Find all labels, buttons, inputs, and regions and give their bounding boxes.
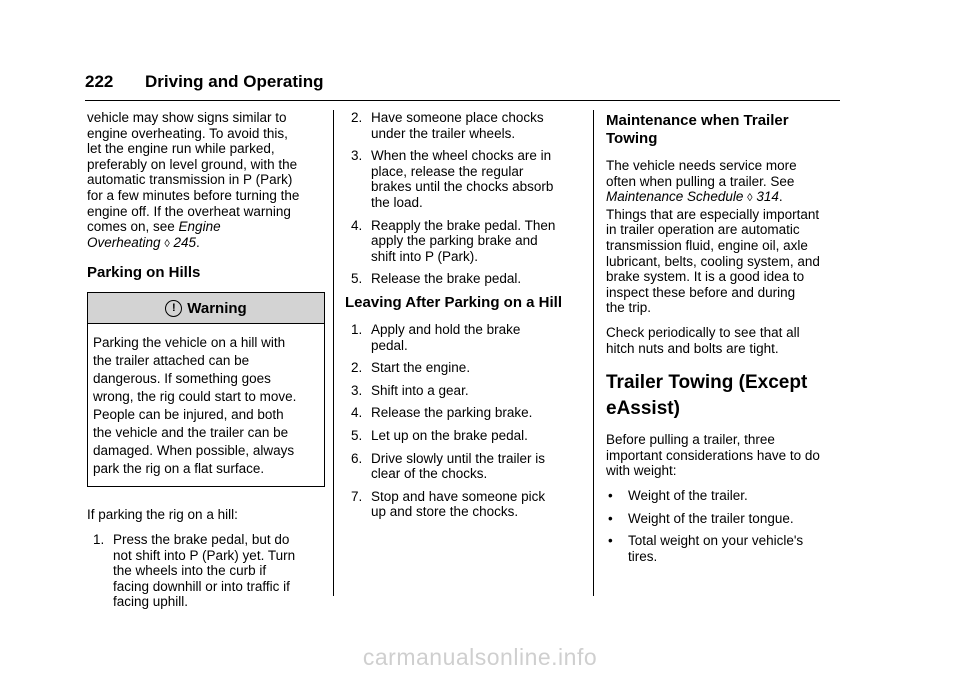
text-line: the vehicle and the trailer can be [93, 425, 289, 441]
page-ref-arrow-icon: ◊ [747, 192, 753, 205]
text-line: Total weight on your vehicle's [628, 533, 804, 549]
list-item [351, 218, 580, 265]
text-line: automatic transmission in P (Park) [87, 172, 293, 188]
column-2 [345, 110, 580, 527]
text-line: for a few minutes before turning the [87, 187, 300, 203]
step-number: 1. [93, 531, 105, 547]
list-item [351, 148, 580, 210]
text-line: People can be injured, and both [93, 407, 284, 423]
text-line: preferably on level ground, with the [87, 156, 298, 172]
text-line: lubricant, belts, cooling system, and [606, 253, 820, 269]
text-line: the trailer attached can be [93, 353, 250, 369]
hitch-paragraph [606, 325, 842, 356]
heading-line: Maintenance when Trailer [606, 112, 789, 129]
heading-line: Trailer Towing (Except [606, 372, 808, 394]
warning-title: Warning [187, 299, 247, 317]
heading-line: Towing [606, 130, 658, 147]
list-item [93, 532, 325, 610]
text-line: wrong, the rig could start to move. [93, 389, 297, 405]
text-line: When the wheel chocks are in [371, 148, 552, 164]
weight-bullet-list [606, 488, 842, 564]
list-item [351, 451, 580, 482]
column-divider [333, 110, 334, 596]
page-number: 222 [85, 72, 114, 91]
hill-intro: If parking the rig on a hill: [87, 507, 238, 523]
warning-icon: ! [165, 300, 182, 317]
text-line: Have someone place chocks [371, 110, 544, 125]
step-number: 4. [351, 217, 363, 233]
warning-header [88, 293, 324, 324]
text-line [87, 235, 325, 253]
text-line: engine overheating. To avoid this, [87, 125, 288, 141]
text-line: Reapply the brake pedal. Then [371, 217, 556, 233]
list-item [351, 110, 580, 141]
step-number: 2. [351, 360, 363, 376]
bullet-item [606, 533, 842, 564]
text-line: in trailer operation are automatic [606, 222, 800, 238]
text-line: Start the engine. [371, 360, 471, 376]
column-divider [593, 110, 594, 596]
step-number: 4. [351, 405, 363, 421]
see-text: comes on, see [87, 219, 179, 235]
page-header [85, 72, 840, 101]
section-title: Driving and Operating [145, 72, 324, 91]
text-line: the wheels into the curb if [113, 563, 267, 579]
text-line: apply the parking brake and [371, 233, 538, 249]
text-line: with weight: [606, 463, 677, 479]
bullet-icon: • [608, 533, 613, 549]
bullet-item [606, 511, 842, 527]
heading-line: eAssist) [606, 398, 680, 420]
text-line: damaged. When possible, always [93, 443, 295, 459]
text-line: place, release the regular [371, 163, 524, 179]
text-line: park the rig on a flat surface. [93, 461, 265, 477]
maintenance-schedule-link[interactable]: Maintenance Schedule [606, 189, 744, 205]
text-line: Press the brake pedal, but do [113, 531, 290, 547]
text-line: Check periodically to see that all [606, 324, 800, 340]
list-item [351, 360, 580, 376]
text-line: Release the parking brake. [371, 405, 533, 421]
parking-on-hills-heading: Parking on Hills [87, 264, 201, 282]
step-number: 2. [351, 110, 363, 125]
step-number: 7. [351, 488, 363, 504]
text-line: Stop and have someone pick [371, 488, 546, 504]
step-number: 6. [351, 450, 363, 466]
leaving-heading: Leaving After Parking on a Hill [345, 293, 562, 311]
parking-steps-list [345, 110, 580, 287]
text-line: facing uphill. [113, 594, 189, 610]
text-line: Things that are especially important [606, 206, 820, 222]
step-number: 3. [351, 382, 363, 398]
text-line: shift into P (Park). [371, 248, 479, 264]
bullet-icon: • [608, 487, 613, 503]
text-line: Release the brake pedal. [371, 271, 522, 287]
list-item [351, 322, 580, 353]
step-number: 5. [351, 427, 363, 443]
step-number: 5. [351, 271, 363, 287]
text-line: The vehicle needs service more [606, 158, 797, 173]
text-line [87, 219, 325, 235]
text-line: engine off. If the overheat warning [87, 203, 291, 219]
bullet-item [606, 488, 842, 504]
maintenance-heading [606, 112, 842, 148]
text-line: Let up on the brake pedal. [371, 427, 528, 443]
text-line: brakes until the chocks absorb [371, 179, 554, 195]
text-line: not shift into P (Park) yet. Turn [113, 547, 296, 563]
list-item [351, 428, 580, 444]
watermark: carmanualsonline.info [362, 644, 598, 670]
list-item [351, 271, 580, 287]
text-line: tires. [628, 548, 658, 564]
engine-overheating-link[interactable]: Engine [178, 219, 221, 235]
bullet-icon: • [608, 510, 613, 526]
warning-box [87, 292, 325, 487]
page-ref-arrow-icon: ◊ [164, 237, 170, 250]
text-line [606, 189, 842, 207]
step-number: 3. [351, 148, 363, 164]
intro-paragraph [87, 110, 325, 252]
warning-body [88, 324, 324, 486]
text-line: vehicle may show signs similar to [87, 110, 287, 125]
text-line: hitch nuts and bolts are tight. [606, 340, 779, 356]
text-line: Drive slowly until the trailer is [371, 450, 546, 466]
text-line: clear of the chocks. [371, 466, 488, 482]
maintenance-paragraph [606, 158, 842, 316]
text-line: the trip. [606, 300, 652, 316]
list-item [351, 383, 580, 399]
leaving-steps-list [345, 322, 580, 520]
page-ref-number[interactable]: 314 [756, 189, 779, 205]
text-line: brake system. It is a good idea to [606, 269, 805, 285]
text-line: under the trailer wheels. [371, 125, 516, 141]
text-line: important considerations have to do [606, 447, 820, 463]
text-line: Weight of the trailer tongue. [628, 510, 794, 526]
text-line: Shift into a gear. [371, 382, 469, 398]
text-line: facing downhill or into traffic if [113, 578, 290, 594]
text-line: the load. [371, 194, 423, 210]
text-line: inspect these before and during [606, 284, 796, 300]
list-item [351, 489, 580, 520]
list-item [351, 405, 580, 421]
period: . [196, 234, 200, 250]
page-ref-number[interactable]: 245 [173, 234, 197, 250]
column-1 [87, 110, 325, 617]
step-number: 1. [351, 321, 363, 337]
period: . [778, 189, 783, 205]
text-line: transmission fluid, engine oil, axle [606, 237, 808, 253]
text-line: Parking the vehicle on a hill with [93, 335, 286, 351]
text-line: pedal. [371, 337, 408, 353]
text-line: let the engine run while parked, [87, 141, 275, 157]
text-line: Apply and hold the brake [371, 321, 521, 337]
engine-overheating-link[interactable]: Overheating [87, 234, 161, 250]
text-line: Weight of the trailer. [628, 487, 748, 503]
text-line: Before pulling a trailer, three [606, 432, 775, 448]
text-line: often when pulling a trailer. See [606, 173, 795, 189]
text-line: dangerous. If something goes [93, 371, 271, 387]
trailer-towing-heading [606, 370, 842, 422]
column-3 [606, 110, 842, 571]
weight-intro [606, 432, 842, 479]
text-line: up and store the chocks. [371, 504, 519, 520]
